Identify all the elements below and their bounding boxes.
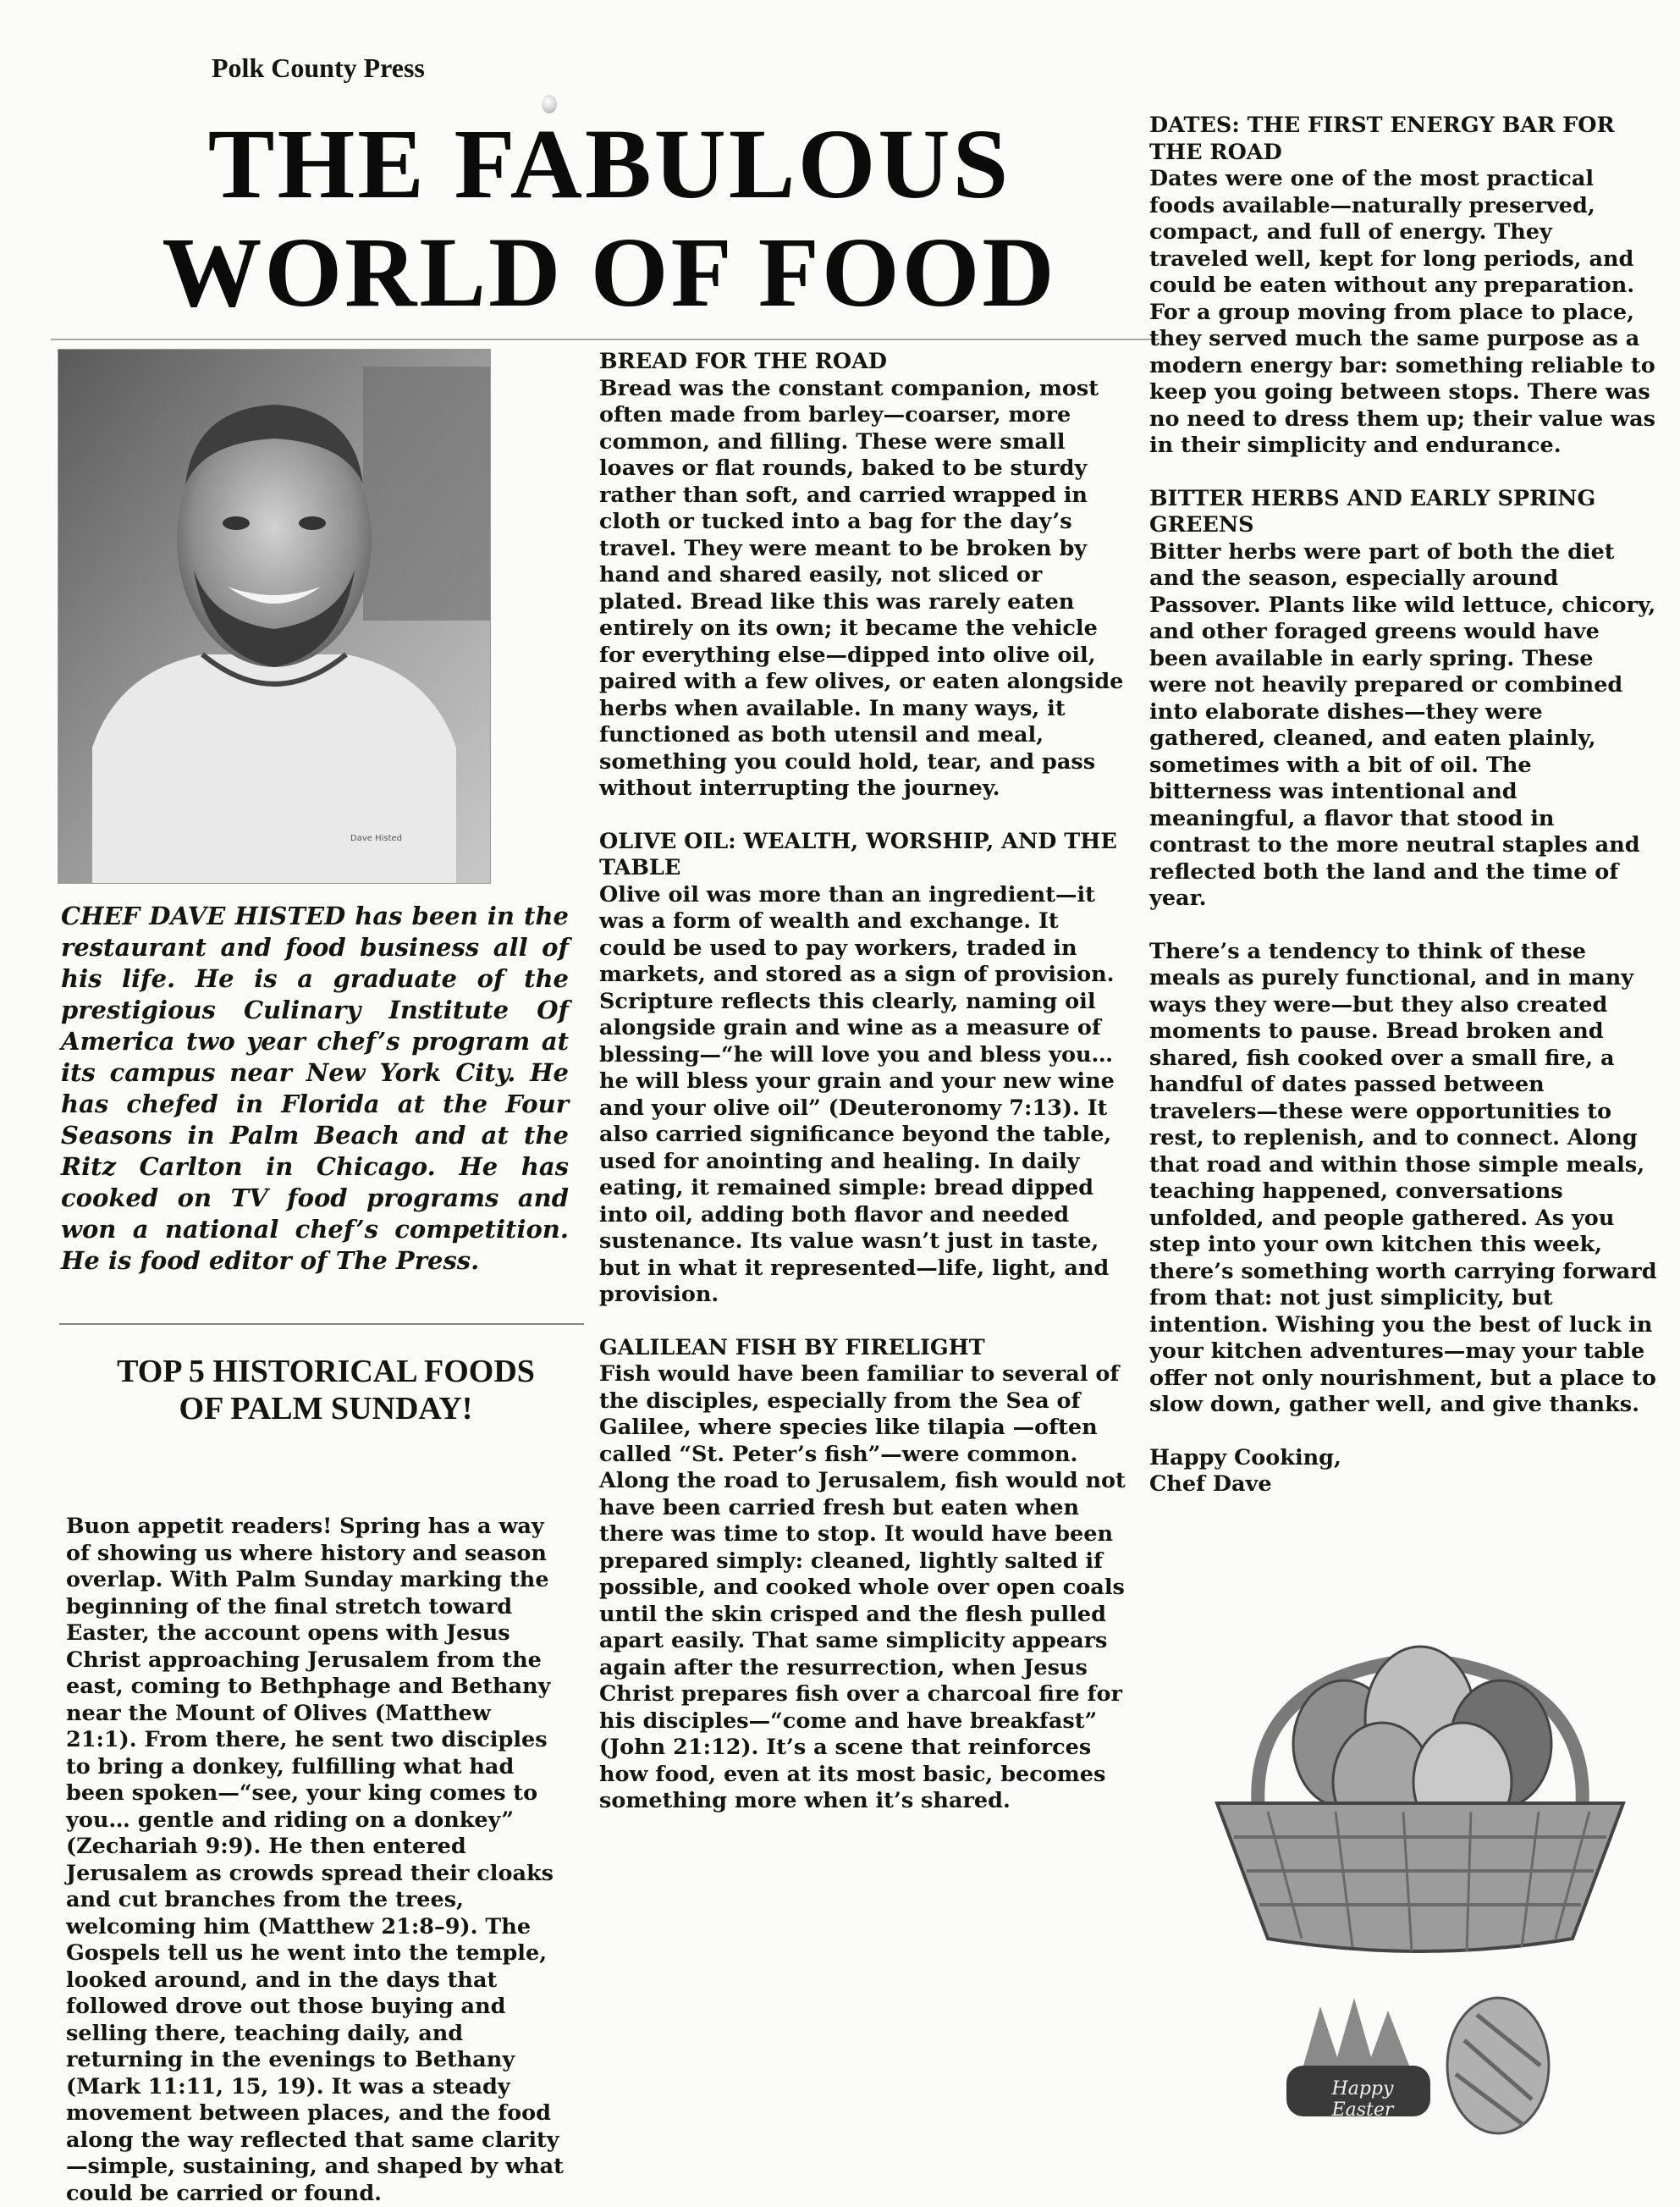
section-body-dates: Dates were one of the most practical foods available—naturally preserved, compact, and full of energy. They traveled well, kept for long periods, and could be eaten without any preparation. For a group moving from place to place, they served much the same purpose as a modern energy bar: something reliable to keep you going between stops. There was no need to dress them up; their value was in their simplicity and endurance. bbox=[1149, 166, 1655, 458]
chef-photo bbox=[58, 349, 491, 884]
section-body-fish: Fish would have been familiar to several of the disciples, especially from the Sea of Galilee, where species like tilapia —often called “St. Peter’s fish”—were common. Along the road to Jerusalem, fish would not have been carried fresh but eaten when there was time to stop. It would have been prepared simply: cleaned, lightly salted if possible, and cooked whole over open coals until the skin crisped and the flesh pulled apart easily. That same simplicity appears again after the resurrection, when Jesus Christ prepares fish over a charcoal fire for his disciples—“come and have breakfast” (John 21:12). It’s a scene that reinforces how food, even at its most basic, becomes something more when it’s shared. bbox=[599, 1361, 1126, 1813]
chef-portrait-image bbox=[58, 350, 490, 883]
section-heading-bread: BREAD FOR THE ROAD bbox=[599, 349, 888, 374]
section-heading-dates: DATES: THE FIRST ENERGY BAR FOR THE ROAD bbox=[1149, 113, 1615, 165]
easter-basket-image bbox=[1166, 1600, 1674, 1964]
chef-bio: CHEF DAVE HISTED has been in the restaurant and food business all of his life. He is a graduate of the prestigious Culinary Institute Of America two year chef’s program at its campus near New York City. He has chefed in Florida at the Four Seasons in Palm Beach and at the Ritz Carlton in Chicago. He has cooked on TV food programs and won a national chef’s competition. He is food editor of The Press. bbox=[61, 902, 569, 1275]
column-2 bbox=[599, 349, 1132, 1815]
intro-paragraph: Buon appetit readers! Spring has a way of showing us where history and season overlap. With Palm Sunday marking the beginning of the final stretch toward Easter, the account opens with Jesus Christ approaching Jerusalem from the east, coming to Bethphage and Bethany near the Mount of Olives (Matthew 21:1). From there, he sent two disciples to bring a donkey, fulfilling what had been spoken—“see, your king comes to you… gentle and riding on a donkey” (Zechariah 9:9). He then entered Jerusalem as crowds spread their cloaks and cut branches from the trees, welcoming him (Matthew 21:8–9). The Gospels tell us he went into the temple, looked around, and in the days that followed drove out those buying and selling there, teaching daily, and returning in the evenings to Bethany (Mark 11:11, 15, 19). It was a steady movement between places, and the food along the way reflected that same clarity—simple, sustaining, and shaped by what could be carried or found. bbox=[66, 1514, 564, 2206]
title-line-1: THE FABULOUS bbox=[207, 108, 1011, 219]
closing-paragraph: There’s a tendency to think of these meals as purely functional, and in many ways they were—but they also created moments to pause. Bread broken and shared, fish cooked over a small fire, a handful of dates passed between travelers—these were opportunities to rest, to replenish, and to connect. Along that road and within those simple meals, teaching happened, conversations unfolded, and people gathered. As you step into your own kitchen this week, there’s something worth carrying forward from that: not just simplicity, but intention. Wishing you the best of luck in your kitchen adventures—may your table offer not only nourishment, but a place to slow down, gather well, and give thanks. bbox=[1149, 938, 1657, 1417]
signoff-line-2: Chef Dave bbox=[1149, 1471, 1272, 1497]
section-heading-herbs: BITTER HERBS AND EARLY SPRING GREENS bbox=[1149, 485, 1596, 538]
easter-badge-text: Happy Easter bbox=[1331, 2078, 1394, 2121]
signoff-line-1: Happy Cooking, bbox=[1149, 1444, 1341, 1470]
divider bbox=[59, 1323, 584, 1325]
easter-badge bbox=[1270, 1973, 1574, 2142]
article-subhead: TOP 5 HISTORICAL FOODS OF PALM SUNDAY! bbox=[117, 1354, 535, 1426]
section-body-bread: Bread was the constant companion, most often made from barley—coarser, more common, and filling. These were small loaves or flat rounds, baked to be sturdy rather than soft, and carried wrapped in cloth or tucked into a bag for the day’s travel. They were meant to be broken by hand and shared easily, not sliced or plated. Bread like this was rarely eaten entirely on its own; it became the vehicle for everything else—dipped into olive oil, paired with a few olives, or eaten alongside herbs when available. In many ways, it functioned as both utensil and meal, something you could hold, tear, and pass without interrupting the journey. bbox=[599, 375, 1124, 801]
masthead: Polk County Press bbox=[212, 52, 425, 83]
page-title bbox=[80, 110, 1138, 327]
column-1 bbox=[66, 1514, 565, 2207]
title-line-2: WORLD OF FOOD bbox=[162, 217, 1057, 328]
section-heading-olive-oil: OLIVE OIL: WEALTH, WORSHIP, AND THE TABLE bbox=[599, 828, 1117, 880]
photo-caption: Dave Histed bbox=[350, 834, 403, 843]
section-body-herbs: Bitter herbs were part of both the diet and the season, especially around Passover. Plants like wild lettuce, chicory, and other foraged greens would have been available in early spring. These were not heavily prepared or combined into elaborate dishes—they were gathered, cleaned, and eaten plainly, sometimes with a bit of oil. The bitterness was intentional and meaningful, a flavor that stood in contrast to the more neutral staples and reflected both the land and the time of year. bbox=[1149, 538, 1656, 911]
column-3 bbox=[1149, 47, 1657, 1498]
section-heading-fish: GALILEAN FISH BY FIRELIGHT bbox=[599, 1334, 985, 1360]
section-body-olive-oil: Olive oil was more than an ingredient—it was a form of wealth and exchange. It could be used to pay workers, traded in markets, and stored as a sign of provision. Scripture reflects this clearly, naming oil alongside grain and wine as a measure of blessing—“he will love you and bless you… he will bless your grain and your new wine and your olive oil” (Deuteronomy 7:13). It also carried significance beyond the table, used for anointing and healing. In daily eating, it remained simple: bread dipped into oil, adding both flavor and needed sustenance. Its value wasn’t just in taste, but in what it represented—life, light, and provision. bbox=[599, 881, 1115, 1307]
